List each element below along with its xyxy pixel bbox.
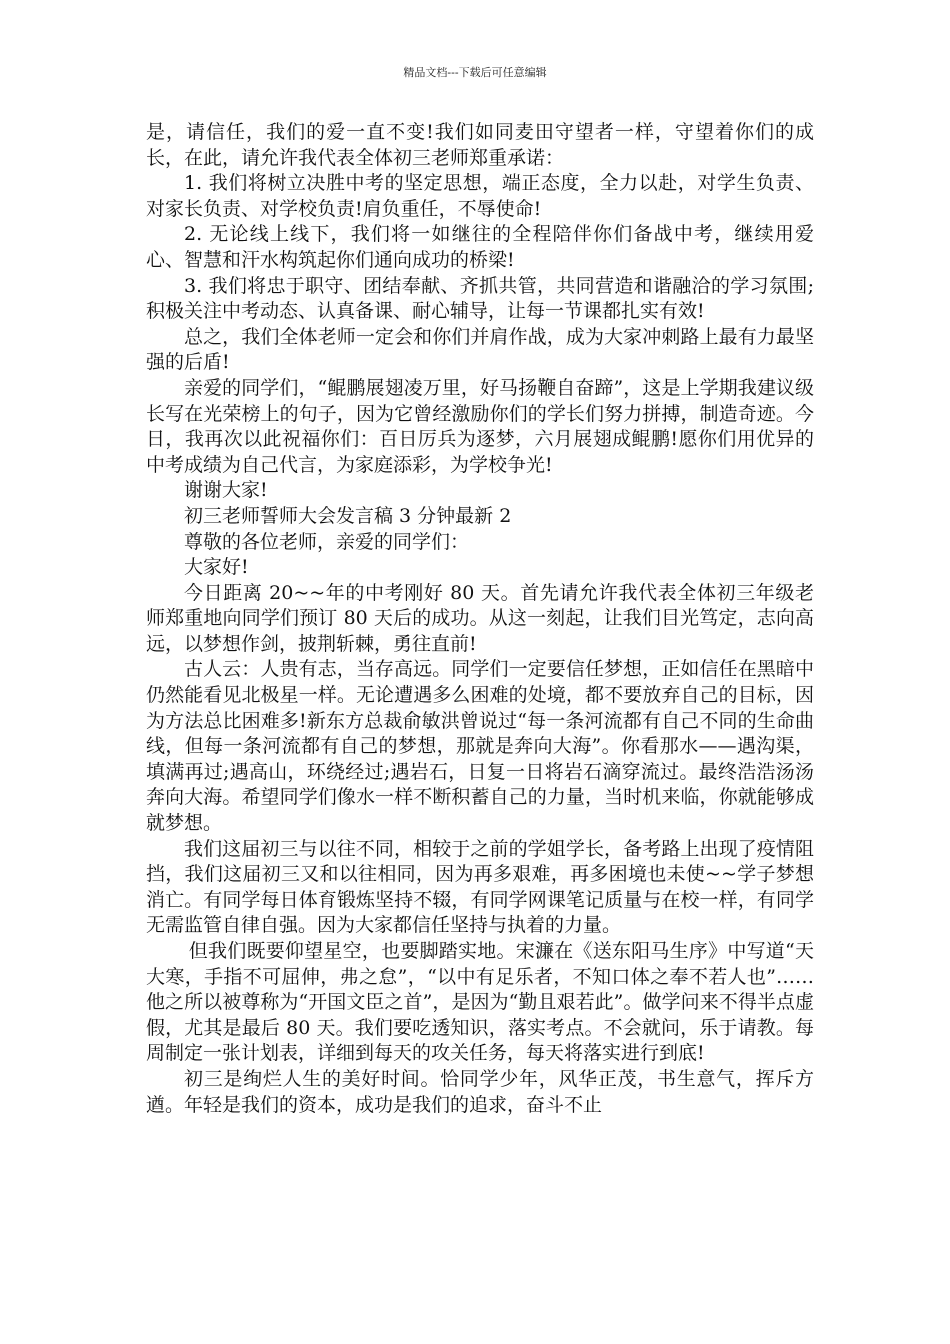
paragraph-promise-1: 1. 我们将树立决胜中考的坚定思想，端正态度，全力以赴，对学生负责、对家长负责、对学校负责!肩负重任，不辱使命! (146, 172, 814, 220)
paragraph-salutation: 尊敬的各位老师，亲爱的同学们： (184, 530, 470, 553)
paragraph-this-class: 我们这届初三与以往不同，相较于之前的学姐学长，备考路上出现了疫情阻挡，我们这届初三又和以往相同，因为再多艰难，再多困境也未使~~学子梦想消亡。有同学每日体育锻炼坚持不辍，有同学网课笔记质量与在校一样，有同学无需监管自律自强。因为大家都信任坚持与执着的力量。 (146, 837, 814, 937)
page-header: 精品文档---下载后可任意编辑 (403, 66, 547, 79)
paragraph-blessing: 亲爱的同学们，“鲲鹏展翅凌万里，好马扬鞭自奋蹄”，这是上学期我建议级长写在光荣榜上的句子，因为它曾经激励你们的学长们努力拼搏，制造奇迹。今日，我再次以此祝福你们：百日厉兵为逐梦，六月展翅成鲲鹏!愿你们用优异的中考成绩为自己代言，为家庭添彩，为学校争光! (146, 376, 814, 476)
document-body (146, 120, 814, 1118)
paragraph-promise-intro: 是，请信任，我们的爱一直不变!我们如同麦田守望者一样，守望着你们的成长，在此，请允许我代表全体初三老师郑重承诺： (146, 121, 814, 169)
paragraph-thanks: 谢谢大家! (184, 479, 268, 502)
paragraph-promise-2: 2. 无论线上线下，我们将一如继往的全程陪伴你们备战中考，继续用爱心、智慧和汗水构筑起你们通向成功的桥梁! (146, 223, 814, 271)
paragraph-youth: 初三是绚烂人生的美好时间。恰同学少年，风华正茂，书生意气，挥斥方遒。年轻是我们的资本，成功是我们的追求，奋斗不止 (146, 1067, 814, 1116)
paragraph-summary: 总之，我们全体老师一定会和你们并肩作战，成为大家冲刺路上最有力最坚强的后盾! (146, 325, 814, 374)
section-title: 初三老师誓师大会发言稿 3 分钟最新 2 (184, 504, 512, 527)
paragraph-greeting: 大家好! (184, 556, 249, 579)
paragraph-promise-3: 3. 我们将忠于职守、团结奉献、齐抓共管，共同营造和谐融洽的学习氛围;积极关注中考动态、认真备课、耐心辅导，让每一节课都扎实有效! (146, 274, 814, 323)
paragraph-dream: 古人云：人贵有志，当存高远。同学们一定要信任梦想，正如信任在黑暗中仍然能看见北极星一样。无论遭遇多么困难的处境，都不要放弃自己的目标，因为方法总比困难多!新东方总裁俞敏洪曾说过“每一条河流都有自己不同的生命曲线，但每一条河流都有自己的梦想，那就是奔向大海”。你看那水——遇沟渠，填满再过;遇高山，环绕经过;遇岩石，日复一日将岩石滴穿流过。最终浩浩汤汤奔向大海。希望同学们像水一样不断积蓄自己的力量，当时机来临，你就能够成就梦想。 (146, 658, 814, 835)
paragraph-countdown: 今日距离 20~~年的中考刚好 80 天。首先请允许我代表全体初三年级老师郑重地向同学们预订 80 天后的成功。从这一刻起，让我们目光笃定，志向高远，以梦想作剑，披荆斩棘，勇往直前! (146, 581, 814, 655)
paragraph-down-to-earth: 但我们既要仰望星空，也要脚踏实地。宋濂在《送东阳马生序》中写道“天大寒，手指不可屈伸，弗之怠”，“以中有足乐者，不知口体之奉不若人也”……他之所以被尊称为“开国文臣之首”，是因为“勤且艰若此”。做学问来不得半点虚假，尤其是最后 80 天。我们要吃透知识，落实考点。不会就问，乐于请教。每周制定一张计划表，详细到每天的攻关任务，每天将落实进行到底! (146, 940, 814, 1065)
